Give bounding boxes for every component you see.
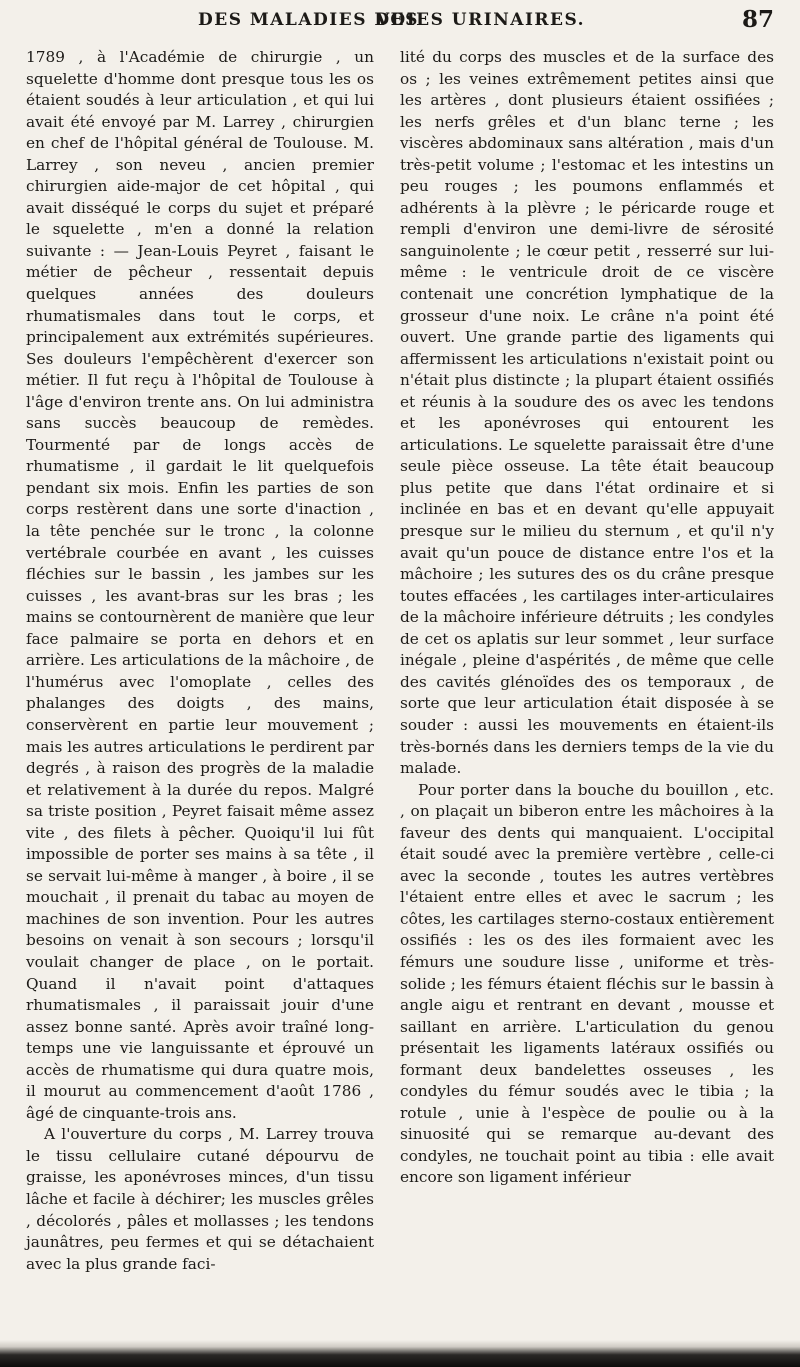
running-head-left: DES MALADIES DES: [198, 10, 419, 30]
page-number: 87: [742, 6, 775, 33]
running-head-right: VOIES URINAIRES.: [376, 10, 586, 30]
right-column: [400, 47, 774, 1189]
paragraph: Pour porter dans la bouche du bouillon , etc. , on plaçait un biberon entre les mâchoires à la faveur des dents qui manquaient. L'occipital était soudé avec la première vertèbre , celle-ci avec la seconde , toutes les autres vertèbres l'étaient entre elles et avec le sacrum ; les côtes, les cartilages sterno-costaux entièrement ossifiés : les os des iles formaient avec les fémurs une soudure lisse , uniforme et très-solide ; les fémurs étaient fléchis sur le bassin à angle aigu et rentrant en devant , mousse et saillant en arrière. L'articulation du genou présentait les ligaments latéraux ossifiés ou formant deux bandelettes osseuses , les condyles du fémur soudés avec le tibia ; la rotule , unie à l'espèce de poulie ou à la sinuosité qui se remarque au-devant des condyles, ne touchait point au tibia : elle avait encore son ligament inférieur: [400, 780, 774, 1187]
running-head: [0, 6, 800, 40]
paragraph: 1789 , à l'Académie de chirurgie , un squelette d'homme dont presque tous les os étaient soudés à leur articulation , et qui lui avait été envoyé par M. Larrey , chirurgien en chef de l'hôpital général de Toulouse. M. Larrey , son neveu , ancien premier chirurgien aide-major de cet hôpital , qui avait disséqué le corps du sujet et préparé le squelette , m'en a donné la relation suivante : — Jean-Louis Peyret , faisant le métier de pêcheur , ressentait depuis quelques années des douleurs rhumatismales dans tout le corps, et principalement aux extrémités supérieures. Ses douleurs l'empêchèrent d'exercer son métier. Il fut reçu à l'hôpital de Toulouse à l'âge d'environ trente ans. On lui administra sans succès beaucoup de remèdes. Tourmenté par de longs accès de rhumatisme , il gardait le lit quelquefois pendant six mois. Enfin les parties de son corps restèrent dans une sorte d'inaction , la tête penchée sur le tronc , la colonne vertébrale courbée en avant , les cuisses fléchies sur le bassin , les jambes sur les cuisses , les avant-bras sur les bras ; les mains se contournèrent de manière que leur face palmaire se porta en dehors et en arrière. Les articulations de la mâchoire , de l'humérus avec l'omoplate , celles des phalanges des doigts , des mains, conservèrent en partie leur mouvement ; mais les autres articulations le perdirent par degrés , à raison des progrès de la maladie et relativement à la durée du repos. Malgré sa triste position , Peyret faisait même assez vite , des filets à pêcher. Quoiqu'il lui fût impossible de porter ses mains à sa tête , il se servait lui-même à manger , à boire , il se mouchait , il prenait du tabac au moyen de machines de son invention. Pour les autres besoins on venait à son secours ; lorsqu'il voulait changer de place , on le portait. Quand il n'avait point d'attaques rhumatismales , il paraissait jouir d'une assez bonne santé. Après avoir traîné long-temps une vie languissante et éprouvé un accès de rhumatisme qui dura quatre mois, il mourut au commencement d'août 1786 , âgé de cinquante-trois ans.: [26, 48, 374, 1122]
left-column: [26, 47, 374, 1275]
paragraph: A l'ouverture du corps , M. Larrey trouva le tissu cellulaire cutané dépourvu de graisse, les aponévroses minces, d'un tissu lâche et facile à déchirer; les muscles grêles , décolorés , pâles et mollasses ; les tendons jaunâtres, peu fermes et qui se détachaient avec la plus grande faci-: [26, 1125, 374, 1273]
page-edge-shadow: [0, 1340, 800, 1367]
paragraph: lité du corps des muscles et de la surface des os ; les veines extrêmement petites ainsi que les artères , dont plusieurs étaient ossifiées ; les nerfs grêles et d'un blanc terne ; les viscères abdominaux sans altération , mais d'un très-petit volume ; l'estomac et les intestins un peu rouges ; les poumons enflammés et adhérents à la plèvre ; le péricarde rouge et rempli d'environ une demi-livre de sérosité sanguinolente ; le cœur petit , resserré sur lui-même : le ventricule droit de ce viscère contenait une concrétion lymphatique de la grosseur d'une noix. Le crâne n'a point été ouvert. Une grande partie des ligaments qui affermissent les articulations n'existait point ou n'était plus distincte ; la plupart étaient ossifiés et réunis à la soudure des os avec les tendons et les aponévroses qui entourent les articulations. Le squelette paraissait être d'une seule pièce osseuse. La tête était beaucoup plus petite que dans l'état ordinaire et si inclinée en bas et en devant qu'elle appuyait presque sur le milieu du sternum , et qu'il n'y avait qu'un pouce de distance entre l'os et la mâchoire ; les sutures des os du crâne presque toutes effacées , les cartilages inter-articulaires de la mâchoire inférieure détruits ; les condyles de cet os aplatis sur leur sommet , leur surface inégale , pleine d'aspérités , de même que celle des cavités glénoïdes des os temporaux , de sorte que leur articulation était disposée à se souder : aussi les mouvements en étaient-ils très-bornés dans les derniers temps de la vie du malade.: [400, 48, 774, 778]
